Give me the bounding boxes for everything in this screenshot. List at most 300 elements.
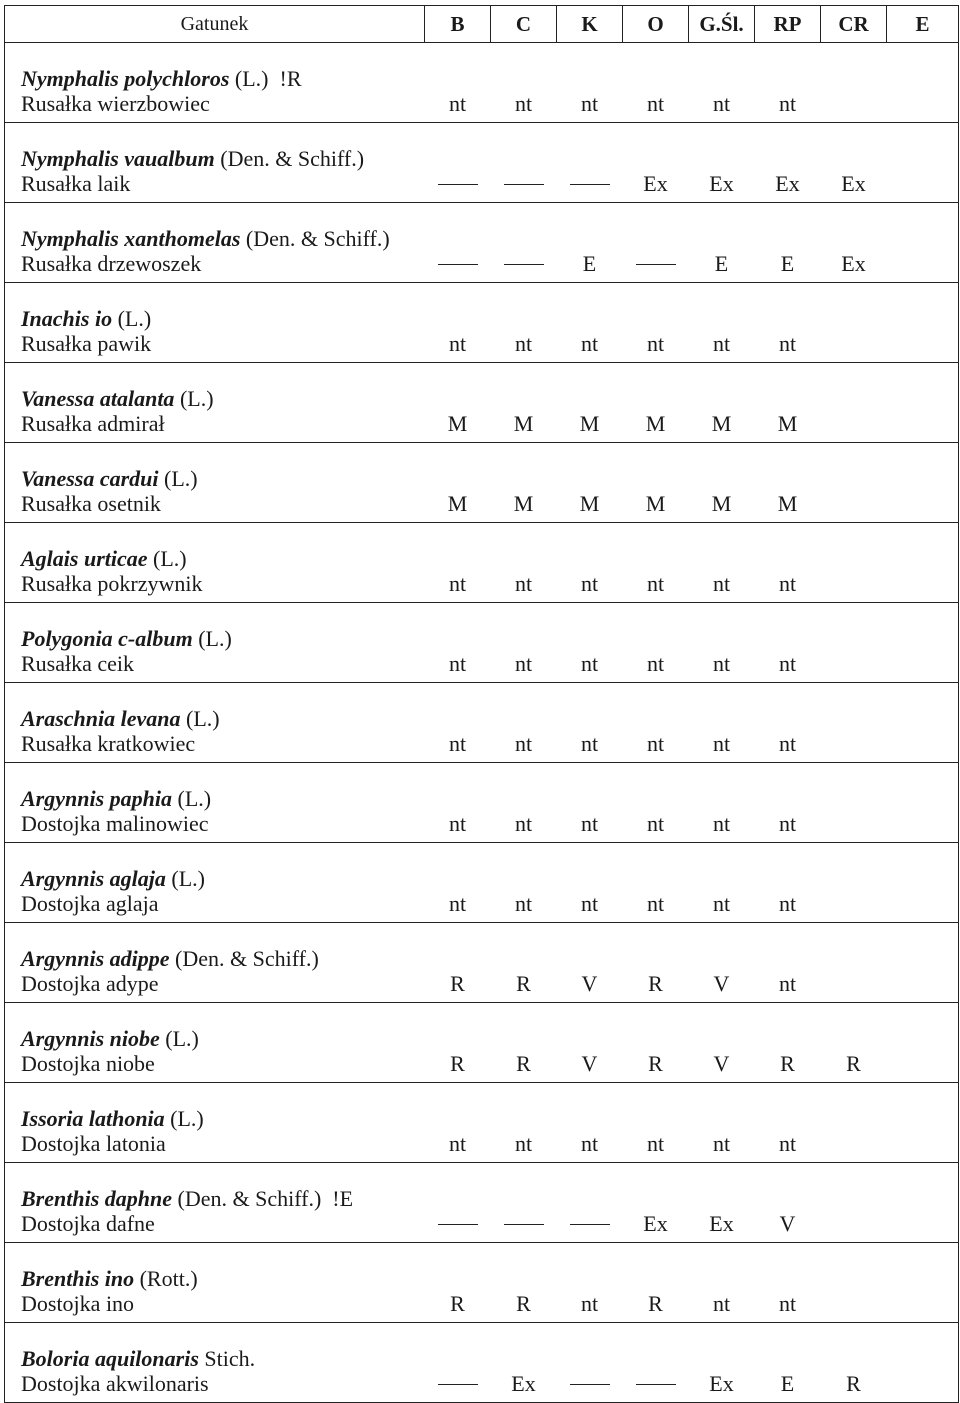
- species-author: (L.): [234, 66, 269, 91]
- status-cell: [557, 603, 623, 683]
- absent-dash: [438, 1224, 478, 1225]
- latin-name: Argynnis adippe: [21, 946, 170, 971]
- latin-name: Argynnis paphia: [21, 786, 172, 811]
- species-cell: [5, 363, 425, 443]
- status-value: Ex: [643, 1211, 668, 1236]
- status-cell: [821, 843, 887, 923]
- status-cell: [689, 1243, 755, 1323]
- status-value: nt: [712, 651, 731, 676]
- status-value: nt: [712, 891, 731, 916]
- polish-name: Rusałka pokrzywnik: [21, 571, 203, 596]
- status-cell: [689, 363, 755, 443]
- status-cell: [755, 763, 821, 843]
- status-value: nt: [514, 91, 533, 116]
- table-row: [5, 1083, 959, 1163]
- status-value: nt: [646, 1131, 665, 1156]
- species-author: (L.): [153, 546, 187, 571]
- status-value: R: [648, 971, 663, 996]
- status-cell: [557, 683, 623, 763]
- species-cell: [5, 923, 425, 1003]
- status-value: R: [450, 971, 465, 996]
- status-cell: [557, 1083, 623, 1163]
- table-row: [5, 1243, 959, 1323]
- status-cell: [491, 843, 557, 923]
- species-author: (L.): [170, 1106, 204, 1131]
- species-cell: [5, 1163, 425, 1243]
- status-value: nt: [712, 1291, 731, 1316]
- polish-name: Rusałka laik: [21, 171, 131, 196]
- status-value: M: [777, 491, 798, 516]
- absent-dash: [504, 184, 544, 185]
- latin-name: Nymphalis vaualbum: [21, 146, 215, 171]
- status-cell: [623, 523, 689, 603]
- header-cr: CR: [821, 6, 887, 43]
- header-gsl: G.Śl.: [689, 6, 755, 43]
- status-value: nt: [778, 651, 797, 676]
- table-row: [5, 443, 959, 523]
- status-value: M: [777, 411, 798, 436]
- latin-name: Polygonia c-album: [21, 626, 193, 651]
- status-cell: [689, 523, 755, 603]
- status-value: M: [579, 491, 600, 516]
- status-cell: [755, 443, 821, 523]
- status-cell: [425, 443, 491, 523]
- status-value: R: [450, 1291, 465, 1316]
- status-cell: [821, 1323, 887, 1403]
- species-note: !R: [279, 66, 302, 91]
- polish-name: Dostojka malinowiec: [21, 811, 209, 836]
- polish-name: Dostojka aglaja: [21, 891, 159, 916]
- table-row: [5, 283, 959, 363]
- status-cell: [887, 1323, 959, 1403]
- status-cell: [755, 603, 821, 683]
- status-cell: [557, 843, 623, 923]
- absent-dash: [636, 264, 676, 265]
- table-row: [5, 763, 959, 843]
- status-value: nt: [580, 1291, 599, 1316]
- species-author: (L.): [164, 466, 198, 491]
- status-cell: [821, 203, 887, 283]
- status-value: nt: [712, 1131, 731, 1156]
- species-note: !E: [332, 1186, 354, 1211]
- table-body: [5, 43, 959, 1403]
- status-cell: [557, 43, 623, 123]
- status-cell: [689, 603, 755, 683]
- status-cell: [689, 1083, 755, 1163]
- status-value: nt: [712, 571, 731, 596]
- status-value: nt: [514, 651, 533, 676]
- species-author: (Den. & Schiff.): [177, 1186, 322, 1211]
- species-author: (Den. & Schiff.): [175, 946, 319, 971]
- header-b: B: [425, 6, 491, 43]
- species-cell: [5, 1003, 425, 1083]
- status-cell: [425, 1243, 491, 1323]
- status-cell: [689, 43, 755, 123]
- status-value: Ex: [709, 1211, 734, 1236]
- status-cell: [425, 43, 491, 123]
- status-value: nt: [778, 1291, 797, 1316]
- status-cell: [425, 683, 491, 763]
- status-cell: [821, 363, 887, 443]
- status-cell: [689, 283, 755, 363]
- status-cell: [491, 203, 557, 283]
- status-value: V: [581, 1051, 598, 1076]
- status-cell: [425, 283, 491, 363]
- species-name-line: [21, 66, 302, 91]
- absent-dash: [636, 1384, 676, 1385]
- species-name-line: [21, 1186, 353, 1211]
- status-cell: [887, 683, 959, 763]
- status-cell: [557, 763, 623, 843]
- absent-dash: [504, 264, 544, 265]
- status-value: nt: [514, 891, 533, 916]
- species-cell: [5, 523, 425, 603]
- status-value: M: [645, 491, 666, 516]
- polish-name: Rusałka drzewoszek: [21, 251, 202, 276]
- status-cell: [887, 763, 959, 843]
- absent-dash: [504, 1224, 544, 1225]
- status-cell: [623, 1003, 689, 1083]
- status-cell: [689, 683, 755, 763]
- status-value: E: [714, 251, 729, 276]
- status-cell: [557, 1243, 623, 1323]
- table-row: [5, 1323, 959, 1403]
- species-author: (Den. & Schiff.): [245, 226, 390, 251]
- species-author: Stich.: [204, 1346, 256, 1371]
- species-name-line: [21, 1346, 255, 1371]
- absent-dash: [570, 184, 610, 185]
- status-value: M: [513, 411, 534, 436]
- status-value: nt: [646, 811, 665, 836]
- species-name-line: [21, 706, 220, 731]
- status-cell: [755, 843, 821, 923]
- status-cell: [887, 43, 959, 123]
- status-cell: [425, 123, 491, 203]
- status-cell: [557, 1163, 623, 1243]
- polish-name: Dostojka akwilonaris: [21, 1371, 209, 1396]
- status-cell: [425, 923, 491, 1003]
- polish-name: Rusałka wierzbowiec: [21, 91, 210, 116]
- absent-dash: [438, 184, 478, 185]
- latin-name: Nymphalis polychloros: [21, 66, 230, 91]
- status-value: Ex: [841, 251, 866, 276]
- status-cell: [557, 123, 623, 203]
- status-cell: [623, 1163, 689, 1243]
- status-cell: [821, 763, 887, 843]
- status-value: nt: [448, 1131, 467, 1156]
- polish-name: Rusałka pawik: [21, 331, 152, 356]
- polish-name: Rusałka kratkowiec: [21, 731, 196, 756]
- status-value: nt: [514, 1131, 533, 1156]
- status-cell: [887, 443, 959, 523]
- species-cell: [5, 1243, 425, 1323]
- species-name-line: [21, 626, 232, 651]
- species-cell: [5, 1323, 425, 1403]
- status-value: nt: [646, 731, 665, 756]
- status-value: nt: [712, 811, 731, 836]
- header-e: E: [887, 6, 959, 43]
- status-value: nt: [646, 571, 665, 596]
- header-c: C: [491, 6, 557, 43]
- species-cell: [5, 843, 425, 923]
- status-cell: [887, 363, 959, 443]
- status-value: M: [711, 411, 732, 436]
- status-value: V: [581, 971, 598, 996]
- table-row: [5, 923, 959, 1003]
- status-cell: [689, 443, 755, 523]
- species-cell: [5, 443, 425, 523]
- latin-name: Aglais urticae: [21, 546, 148, 571]
- status-cell: [887, 923, 959, 1003]
- status-cell: [887, 123, 959, 203]
- absent-dash: [438, 264, 478, 265]
- status-value: E: [780, 251, 795, 276]
- status-value: Ex: [709, 171, 734, 196]
- header-o: O: [623, 6, 689, 43]
- species-name-line: [21, 1266, 198, 1291]
- status-cell: [557, 923, 623, 1003]
- status-cell: [623, 763, 689, 843]
- header-k: K: [557, 6, 623, 43]
- status-value: nt: [448, 571, 467, 596]
- species-name-line: [21, 306, 151, 331]
- status-cell: [887, 1243, 959, 1323]
- status-cell: [689, 123, 755, 203]
- status-cell: [821, 1163, 887, 1243]
- status-cell: [755, 923, 821, 1003]
- table-row: [5, 1003, 959, 1083]
- status-value: Ex: [841, 171, 866, 196]
- status-cell: [425, 763, 491, 843]
- status-cell: [887, 203, 959, 283]
- species-cell: [5, 1083, 425, 1163]
- absent-dash: [570, 1384, 610, 1385]
- status-cell: [425, 603, 491, 683]
- polish-name: Rusałka admirał: [21, 411, 165, 436]
- status-cell: [755, 1163, 821, 1243]
- polish-name: Rusałka osetnik: [21, 491, 161, 516]
- status-cell: [821, 1243, 887, 1323]
- status-cell: [623, 443, 689, 523]
- species-name-line: [21, 786, 211, 811]
- absent-dash: [570, 1224, 610, 1225]
- latin-name: Argynnis niobe: [21, 1026, 160, 1051]
- status-cell: [821, 523, 887, 603]
- status-value: M: [645, 411, 666, 436]
- species-cell: [5, 603, 425, 683]
- status-cell: [755, 683, 821, 763]
- status-cell: [491, 1323, 557, 1403]
- status-cell: [557, 283, 623, 363]
- status-value: nt: [712, 731, 731, 756]
- polish-name: Dostojka niobe: [21, 1051, 155, 1076]
- status-value: nt: [448, 731, 467, 756]
- status-value: R: [516, 1051, 531, 1076]
- status-cell: [491, 1243, 557, 1323]
- status-value: Ex: [775, 171, 800, 196]
- status-value: nt: [580, 91, 599, 116]
- status-value: E: [582, 251, 597, 276]
- status-cell: [623, 1083, 689, 1163]
- status-cell: [689, 763, 755, 843]
- polish-name: Rusałka ceik: [21, 651, 135, 676]
- status-value: M: [711, 491, 732, 516]
- status-cell: [821, 283, 887, 363]
- status-cell: [425, 1323, 491, 1403]
- status-cell: [491, 283, 557, 363]
- status-cell: [689, 843, 755, 923]
- status-cell: [623, 923, 689, 1003]
- species-name-line: [21, 466, 198, 491]
- status-cell: [557, 523, 623, 603]
- status-value: nt: [448, 891, 467, 916]
- status-cell: [491, 1003, 557, 1083]
- status-cell: [887, 843, 959, 923]
- latin-name: Vanessa cardui: [21, 466, 159, 491]
- species-name-line: [21, 386, 214, 411]
- status-cell: [491, 603, 557, 683]
- status-cell: [821, 1003, 887, 1083]
- status-value: nt: [580, 1131, 599, 1156]
- species-name-line: [21, 546, 187, 571]
- status-value: nt: [712, 91, 731, 116]
- latin-name: Nymphalis xanthomelas: [21, 226, 241, 251]
- species-author: (L.): [117, 306, 152, 331]
- status-cell: [425, 1163, 491, 1243]
- table-row: [5, 43, 959, 123]
- status-value: R: [450, 1051, 465, 1076]
- status-cell: [755, 43, 821, 123]
- status-value: nt: [646, 891, 665, 916]
- latin-name: Argynnis aglaja: [21, 866, 166, 891]
- status-cell: [491, 683, 557, 763]
- status-cell: [755, 1323, 821, 1403]
- status-cell: [491, 1083, 557, 1163]
- status-cell: [623, 1243, 689, 1323]
- status-cell: [887, 283, 959, 363]
- status-value: R: [846, 1051, 861, 1076]
- status-cell: [491, 1163, 557, 1243]
- absent-dash: [438, 1384, 478, 1385]
- status-value: nt: [712, 331, 731, 356]
- status-value: nt: [514, 331, 533, 356]
- header-row: [5, 6, 959, 43]
- status-value: R: [780, 1051, 795, 1076]
- species-name-line: [21, 866, 205, 891]
- status-value: nt: [580, 811, 599, 836]
- status-value: nt: [580, 571, 599, 596]
- species-author: (L.): [186, 706, 220, 731]
- status-value: R: [648, 1051, 663, 1076]
- status-value: nt: [646, 91, 665, 116]
- status-cell: [755, 283, 821, 363]
- status-value: Ex: [643, 171, 668, 196]
- status-cell: [425, 203, 491, 283]
- polish-name: Dostojka latonia: [21, 1131, 166, 1156]
- status-cell: [755, 1243, 821, 1323]
- status-value: nt: [580, 331, 599, 356]
- status-value: nt: [580, 891, 599, 916]
- status-cell: [623, 843, 689, 923]
- status-cell: [887, 603, 959, 683]
- status-value: nt: [448, 651, 467, 676]
- species-cell: [5, 683, 425, 763]
- status-cell: [755, 203, 821, 283]
- species-cell: [5, 123, 425, 203]
- status-cell: [623, 123, 689, 203]
- status-cell: [425, 363, 491, 443]
- table-row: [5, 1163, 959, 1243]
- polish-name: Dostojka adype: [21, 971, 159, 996]
- status-cell: [491, 363, 557, 443]
- status-value: R: [846, 1371, 861, 1396]
- species-author: (Rott.): [139, 1266, 198, 1291]
- status-cell: [491, 523, 557, 603]
- status-cell: [821, 43, 887, 123]
- status-value: nt: [646, 651, 665, 676]
- species-cell: [5, 763, 425, 843]
- status-cell: [887, 523, 959, 603]
- status-value: nt: [448, 811, 467, 836]
- status-cell: [755, 1003, 821, 1083]
- status-value: V: [713, 971, 730, 996]
- status-cell: [821, 603, 887, 683]
- status-cell: [755, 1083, 821, 1163]
- species-name-line: [21, 946, 319, 971]
- species-cell: [5, 283, 425, 363]
- status-cell: [623, 283, 689, 363]
- status-cell: [557, 203, 623, 283]
- status-value: nt: [778, 1131, 797, 1156]
- species-name-line: [21, 1106, 204, 1131]
- latin-name: Issoria lathonia: [21, 1106, 165, 1131]
- latin-name: Vanessa atalanta: [21, 386, 175, 411]
- species-author: (L.): [171, 866, 205, 891]
- species-name-line: [21, 226, 390, 251]
- status-value: M: [513, 491, 534, 516]
- table-row: [5, 523, 959, 603]
- latin-name: Araschnia levana: [21, 706, 181, 731]
- species-name-line: [21, 1026, 199, 1051]
- table-row: [5, 123, 959, 203]
- status-cell: [425, 1003, 491, 1083]
- status-value: nt: [778, 731, 797, 756]
- status-cell: [689, 923, 755, 1003]
- status-cell: [425, 523, 491, 603]
- status-cell: [623, 683, 689, 763]
- status-value: V: [779, 1211, 796, 1236]
- status-cell: [623, 43, 689, 123]
- status-cell: [557, 363, 623, 443]
- status-cell: [755, 523, 821, 603]
- polish-name: Dostojka dafne: [21, 1211, 155, 1236]
- status-value: nt: [448, 91, 467, 116]
- status-value: R: [648, 1291, 663, 1316]
- status-cell: [557, 1003, 623, 1083]
- species-author: (L.): [165, 1026, 199, 1051]
- status-value: nt: [778, 811, 797, 836]
- status-value: nt: [778, 571, 797, 596]
- status-cell: [887, 1083, 959, 1163]
- species-cell: [5, 203, 425, 283]
- status-cell: [821, 443, 887, 523]
- species-cell: [5, 43, 425, 123]
- status-cell: [689, 1003, 755, 1083]
- status-value: M: [579, 411, 600, 436]
- status-value: nt: [646, 331, 665, 356]
- species-author: (L.): [177, 786, 212, 811]
- status-value: nt: [778, 891, 797, 916]
